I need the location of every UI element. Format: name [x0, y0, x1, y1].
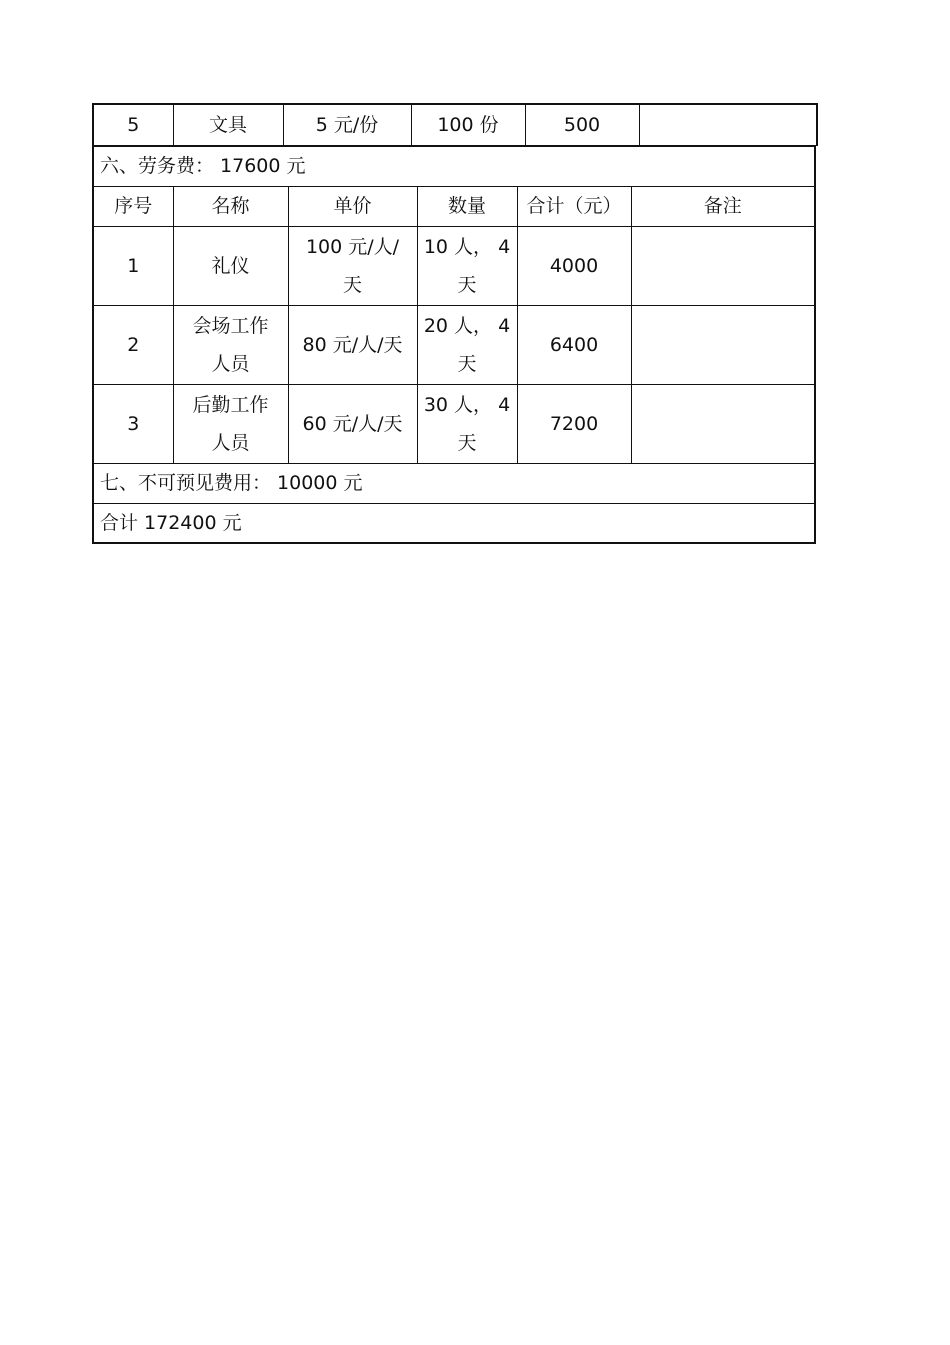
name-text [192, 307, 268, 383]
cell-unit-price: 5 元/份 [283, 104, 411, 145]
header-note: 备注 [631, 186, 815, 226]
stationery-row-table [92, 103, 818, 146]
table-row [93, 305, 815, 384]
qty-text [424, 386, 510, 462]
header-no: 序号 [93, 186, 173, 226]
grand-total: 合计 172400 元 [93, 503, 815, 543]
cell-total: 7200 [517, 384, 631, 463]
grand-total-row [93, 503, 815, 543]
header-row [93, 186, 815, 226]
cell-unit-price: 60 元/人/天 [288, 384, 417, 463]
section-7-title: 七、不可预见费用： 10000 元 [93, 463, 815, 503]
name-line-2: 人员 [211, 431, 250, 454]
cell-no: 2 [93, 305, 173, 384]
qty-line-2: 天 [457, 273, 477, 296]
cell-qty [417, 305, 517, 384]
qty-line-1: 20 人， 4 [423, 314, 511, 337]
cell-name: 文具 [173, 104, 283, 145]
qty-line-2: 天 [457, 352, 477, 375]
qty-line-1: 10 人， 4 [423, 235, 511, 258]
section-row [93, 463, 815, 503]
cell-note [631, 305, 815, 384]
table-row [93, 104, 817, 145]
cell-qty [417, 384, 517, 463]
cell-no: 3 [93, 384, 173, 463]
section-row [93, 146, 815, 186]
cell-total: 4000 [517, 226, 631, 305]
budget-sheet [92, 103, 816, 544]
header-unit-price: 单价 [288, 186, 417, 226]
cell-name: 礼仪 [173, 226, 288, 305]
section-6-title: 六、劳务费： 17600 元 [93, 146, 815, 186]
table-row [93, 384, 815, 463]
qty-text [424, 228, 510, 304]
cell-qty [417, 226, 517, 305]
qty-line-1: 30 人， 4 [423, 393, 511, 416]
name-text [192, 386, 268, 462]
qty-line-2: 天 [457, 431, 477, 454]
cell-note [631, 226, 815, 305]
header-name: 名称 [173, 186, 288, 226]
cell-unit-price [288, 226, 417, 305]
labor-cost-table [92, 146, 816, 545]
cell-note [639, 104, 817, 145]
cell-total: 500 [525, 104, 639, 145]
cell-no: 1 [93, 226, 173, 305]
name-line-1: 后勤工作 [192, 393, 269, 416]
cell-name [173, 305, 288, 384]
unit-price-line-1: 100 元/人/ [305, 235, 400, 258]
name-line-2: 人员 [211, 352, 250, 375]
cell-note [631, 384, 815, 463]
unit-price-line-2: 天 [342, 273, 362, 296]
qty-text [424, 307, 510, 383]
cell-total: 6400 [517, 305, 631, 384]
cell-no: 5 [93, 104, 173, 145]
cell-qty: 100 份 [411, 104, 525, 145]
cell-unit-price: 80 元/人/天 [288, 305, 417, 384]
header-total: 合计（元） [517, 186, 631, 226]
table-row [93, 226, 815, 305]
cell-name [173, 384, 288, 463]
header-qty: 数量 [417, 186, 517, 226]
name-line-1: 会场工作 [192, 314, 269, 337]
unit-price-text [306, 228, 399, 304]
